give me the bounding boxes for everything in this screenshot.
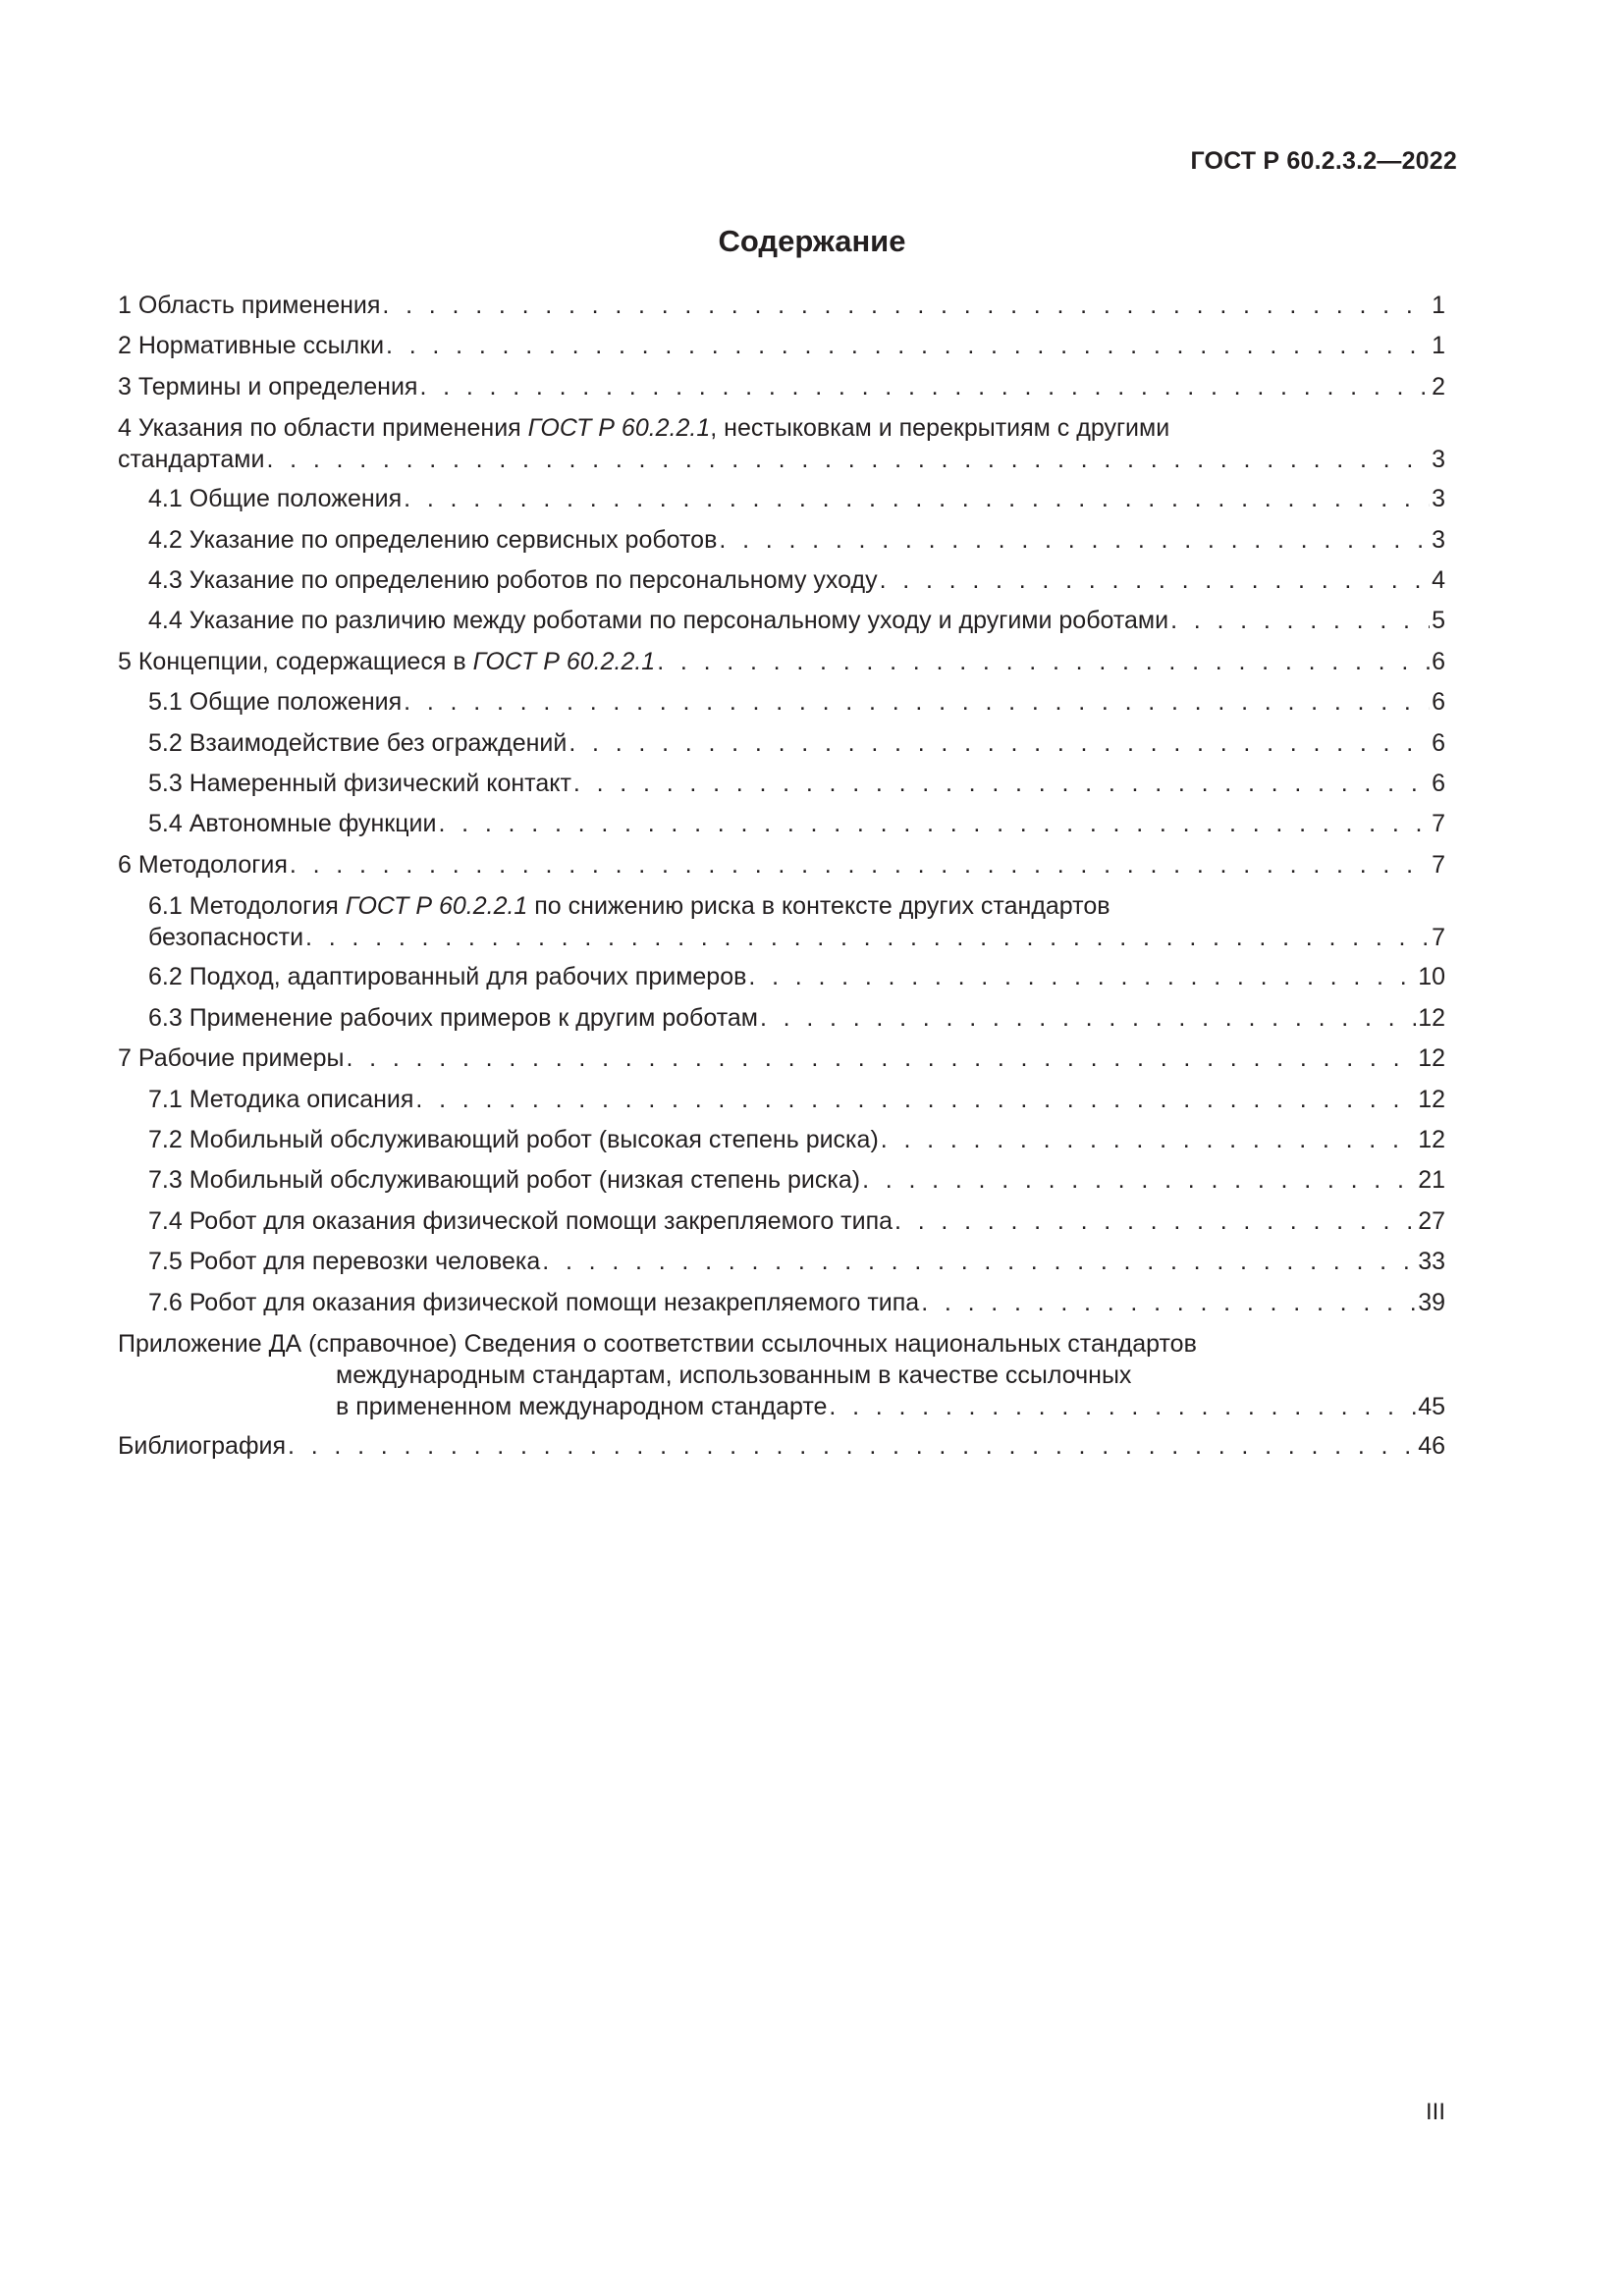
- dot-leader: [829, 1391, 1416, 1422]
- toc-entry[interactable]: [118, 723, 1445, 764]
- toc-entry[interactable]: [118, 1120, 1445, 1160]
- toc-entry-page: 12: [1418, 1003, 1445, 1032]
- toc-entry[interactable]: [118, 286, 1445, 326]
- dot-leader: [290, 845, 1430, 885]
- dot-leader: [419, 367, 1430, 407]
- toc-entry-title: 7.1 Методика описания: [148, 1085, 414, 1113]
- toc-entry-title: 1 Область применения: [118, 292, 381, 319]
- toc-entry-title: 7.6 Робот для оказания физической помощи незакрепляемого типа: [148, 1288, 920, 1316]
- toc-entry-title: 5.4 Автономные функции: [148, 810, 437, 838]
- dot-leader: [657, 642, 1430, 682]
- dot-leader: [266, 444, 1430, 475]
- toc-entry-title-cont: международным стандартам, использованным в качестве ссылочных: [336, 1361, 1132, 1389]
- toc-entry-title-cont: в примененном международном стандарте: [336, 1392, 828, 1420]
- toc-entry[interactable]: [118, 682, 1445, 722]
- toc-entry-page: 6: [1432, 728, 1445, 757]
- toc-entry-page: 12: [1418, 1125, 1445, 1153]
- toc-entry[interactable]: [118, 601, 1445, 641]
- toc-entry-title-cont: по снижению риска в контексте других стандартов: [527, 892, 1110, 921]
- toc-entry-title: 6.1 Методология: [148, 892, 346, 921]
- dot-leader: [748, 957, 1416, 997]
- dot-leader: [404, 479, 1430, 519]
- toc-title: Содержание: [718, 224, 906, 258]
- dot-leader: [573, 764, 1430, 804]
- toc-entry-page: 12: [1418, 1085, 1445, 1113]
- toc-entry-title: Приложение ДА (справочное) Сведения о соответствии ссылочных национальных стандартов: [118, 1329, 1197, 1358]
- toc-entry-title: 2 Нормативные ссылки: [118, 332, 385, 360]
- standard-reference: ГОСТ Р 60.2.2.1: [472, 647, 656, 675]
- toc-entry[interactable]: [118, 367, 1445, 407]
- toc-entry[interactable]: [118, 957, 1445, 997]
- dot-leader: [346, 1039, 1416, 1079]
- toc-entry-title: 4.1 Общие положения: [148, 485, 403, 513]
- standard-reference: ГОСТ Р 60.2.2.1: [345, 892, 528, 921]
- document-code: ГОСТ Р 60.2.3.2—2022: [1190, 147, 1457, 175]
- toc-entry[interactable]: [118, 479, 1445, 519]
- toc-entry-page: 10: [1418, 963, 1445, 991]
- toc-entry-title: 5.2 Взаимодействие без ограждений: [148, 728, 568, 757]
- toc-entry-title: 4.4 Указание по различию между роботами по персональному уходу и другими роботами: [148, 607, 1169, 635]
- toc-entry-title: 5.1 Общие положения: [148, 688, 403, 717]
- toc-entry-title: 4 Указания по области применения: [118, 414, 528, 443]
- toc-entry-appendix[interactable]: [118, 1323, 1445, 1426]
- toc-entry-title-cont: , нестыковкам и перекрытиям с другими: [710, 414, 1170, 443]
- toc-entry-page: 7: [1432, 810, 1445, 838]
- toc-entry[interactable]: [118, 642, 1445, 682]
- toc-entry-page: 39: [1418, 1288, 1445, 1316]
- toc-entry-line: [148, 890, 1445, 922]
- toc-entry[interactable]: [118, 885, 1445, 957]
- dot-leader: [894, 1201, 1416, 1242]
- toc-entry-title: 7.5 Робот для перевозки человека: [148, 1248, 541, 1276]
- toc-entry-page: 33: [1418, 1248, 1445, 1276]
- toc-entry-page: 3: [1432, 525, 1445, 554]
- toc-entry[interactable]: [118, 764, 1445, 804]
- toc-entry-page: 7: [1432, 850, 1445, 879]
- toc-entry-title: 7.3 Мобильный обслуживающий робот (низкая степень риска): [148, 1166, 861, 1195]
- toc-entry-page: 1: [1432, 332, 1445, 360]
- dot-leader: [305, 922, 1430, 953]
- toc-entry-page: 3: [1432, 446, 1445, 474]
- toc-entry-title-cont: безопасности: [148, 924, 304, 952]
- toc-entry-title: [118, 642, 655, 682]
- toc-entry-page: 6: [1432, 647, 1445, 675]
- toc-entry-page: 6: [1432, 688, 1445, 717]
- dot-leader: [568, 723, 1430, 764]
- toc-entry-line: [118, 444, 1445, 475]
- table-of-contents: [118, 286, 1445, 1467]
- toc-entry-title: 4.2 Указание по определению сервисных роботов: [148, 525, 718, 554]
- dot-leader: [880, 561, 1431, 601]
- dot-leader: [862, 1160, 1416, 1201]
- toc-entry-page: 21: [1418, 1166, 1445, 1195]
- toc-entry[interactable]: [118, 845, 1445, 885]
- dot-leader: [881, 1120, 1416, 1160]
- toc-entry[interactable]: [118, 1039, 1445, 1079]
- toc-entry-page: 3: [1432, 485, 1445, 513]
- toc-entry-page: 2: [1432, 372, 1445, 400]
- toc-entry[interactable]: [118, 326, 1445, 366]
- toc-entry-title: 6 Методология: [118, 850, 288, 879]
- dot-leader: [404, 682, 1430, 722]
- toc-entry[interactable]: [118, 520, 1445, 561]
- toc-entry[interactable]: [118, 1201, 1445, 1242]
- toc-entry[interactable]: [118, 1080, 1445, 1120]
- toc-entry-title: 6.3 Применение рабочих примеров к другим роботам: [148, 1003, 758, 1032]
- toc-entry-page: 5: [1432, 607, 1445, 635]
- toc-entry-title: 7.4 Робот для оказания физической помощи закрепляемого типа: [148, 1206, 893, 1235]
- dot-leader: [415, 1080, 1416, 1120]
- dot-leader: [719, 520, 1430, 561]
- toc-entry-title: 5.3 Намеренный физический контакт: [148, 770, 571, 798]
- toc-entry-page: 45: [1418, 1392, 1445, 1420]
- dot-leader: [382, 286, 1430, 326]
- toc-entry-line: [148, 922, 1445, 953]
- toc-entry-title: 7 Рабочие примеры: [118, 1044, 345, 1073]
- toc-entry-title: 4.3 Указание по определению роботов по персональному уходу: [148, 566, 878, 595]
- toc-entry[interactable]: [118, 561, 1445, 601]
- dot-leader: [386, 326, 1430, 366]
- toc-entry[interactable]: [118, 407, 1445, 479]
- toc-entry[interactable]: [118, 1242, 1445, 1282]
- toc-entry[interactable]: [118, 804, 1445, 844]
- dot-leader: [438, 804, 1430, 844]
- toc-entry-page: 7: [1432, 924, 1445, 952]
- standard-reference: ГОСТ Р 60.2.2.1: [527, 414, 711, 443]
- toc-entry-title-cont: стандартами: [118, 446, 265, 474]
- dot-leader: [760, 998, 1416, 1039]
- toc-entry-line: [118, 1391, 1445, 1422]
- toc-entry-page: 6: [1432, 770, 1445, 798]
- toc-entry-page: 12: [1418, 1044, 1445, 1073]
- toc-entry[interactable]: [118, 998, 1445, 1039]
- toc-entry[interactable]: [118, 1160, 1445, 1201]
- toc-entry-title: 6.2 Подход, адаптированный для рабочих примеров: [148, 963, 747, 991]
- toc-entry-page: 4: [1432, 566, 1445, 595]
- dot-leader: [1170, 601, 1430, 641]
- toc-entry[interactable]: [118, 1283, 1445, 1323]
- dot-leader: [921, 1283, 1416, 1323]
- dot-leader: [542, 1242, 1416, 1282]
- toc-entry-title: 3 Термины и определения: [118, 372, 418, 400]
- toc-entry-page: 27: [1418, 1206, 1445, 1235]
- toc-entry[interactable]: [118, 1426, 1445, 1467]
- dot-leader: [288, 1426, 1416, 1467]
- toc-entry-page: 46: [1418, 1431, 1445, 1460]
- toc-entry-title-text: 5 Концепции, содержащиеся в: [118, 647, 473, 675]
- page-number: III: [1425, 2099, 1445, 2125]
- toc-entry-line: [118, 412, 1445, 444]
- toc-entry-title: 7.2 Мобильный обслуживающий робот (высокая степень риска): [148, 1125, 879, 1153]
- toc-entry-page: 1: [1432, 292, 1445, 319]
- toc-entry-title: Библиография: [118, 1431, 287, 1460]
